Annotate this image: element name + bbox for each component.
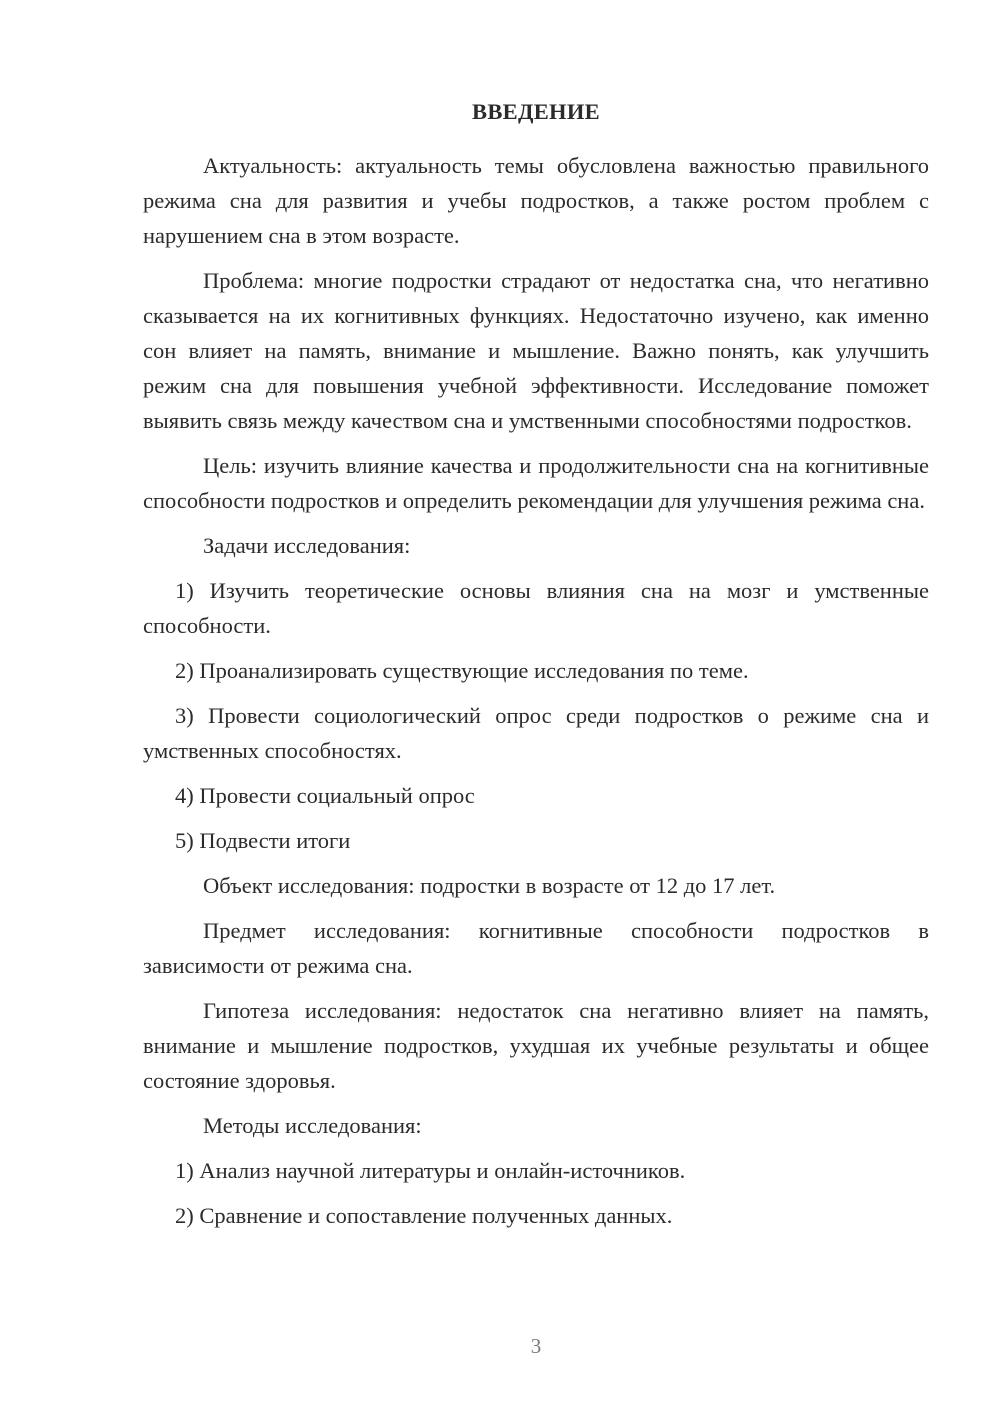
page-number: 3	[530, 1334, 542, 1358]
methods-label: Методы исследования:	[203, 1113, 422, 1138]
problem-paragraph: Проблема: многие подростки страдают от недостатка сна, что негативно сказывается на их когнитивных функциях. Недостаточно изучено, как именно сон влияет на память, внимание и мышление. Важно понять, как улучшить режим сна для повышения учебной эффективности. Исследование поможет выявить связь между качеством сна и умственными способностями подростков.	[143, 268, 929, 433]
object-paragraph: Объект исследования: подростки в возрасте от 12 до 17 лет.	[203, 873, 776, 898]
task-item: 4) Провести социальный опрос	[175, 783, 475, 808]
subject-paragraph: Предмет исследования: когнитивные способности подростков в зависимости от режима сна.	[143, 918, 929, 978]
method-item: 1) Анализ научной литературы и онлайн-источников.	[175, 1158, 686, 1183]
method-item: 2) Сравнение и сопоставление полученных данных.	[175, 1203, 673, 1228]
relevance-paragraph: Актуальность: актуальность темы обусловлена важностью правильного режима сна для развития и учебы подростков, а также ростом проблем с нарушением сна в этом возрасте.	[143, 153, 929, 248]
goal-paragraph: Цель: изучить влияние качества и продолжительности сна на когнитивные способности подростков и определить рекомендации для улучшения режима сна.	[143, 453, 929, 513]
task-item: 5) Подвести итоги	[175, 828, 351, 853]
document-body	[143, 94, 929, 1243]
task-item: 1) Изучить теоретические основы влияния сна на мозг и умственные способности.	[143, 578, 929, 638]
task-item: 2) Проанализировать существующие исследования по теме.	[175, 658, 749, 683]
section-title: ВВЕДЕНИЕ	[472, 99, 600, 124]
task-item: 3) Провести социологический опрос среди подростков о режиме сна и умственных способностях.	[143, 703, 929, 763]
hypothesis-paragraph: Гипотеза исследования: недостаток сна негативно влияет на память, внимание и мышление подростков, ухудшая их учебные результаты и общее состояние здоровья.	[143, 998, 929, 1093]
tasks-label: Задачи исследования:	[203, 533, 411, 558]
